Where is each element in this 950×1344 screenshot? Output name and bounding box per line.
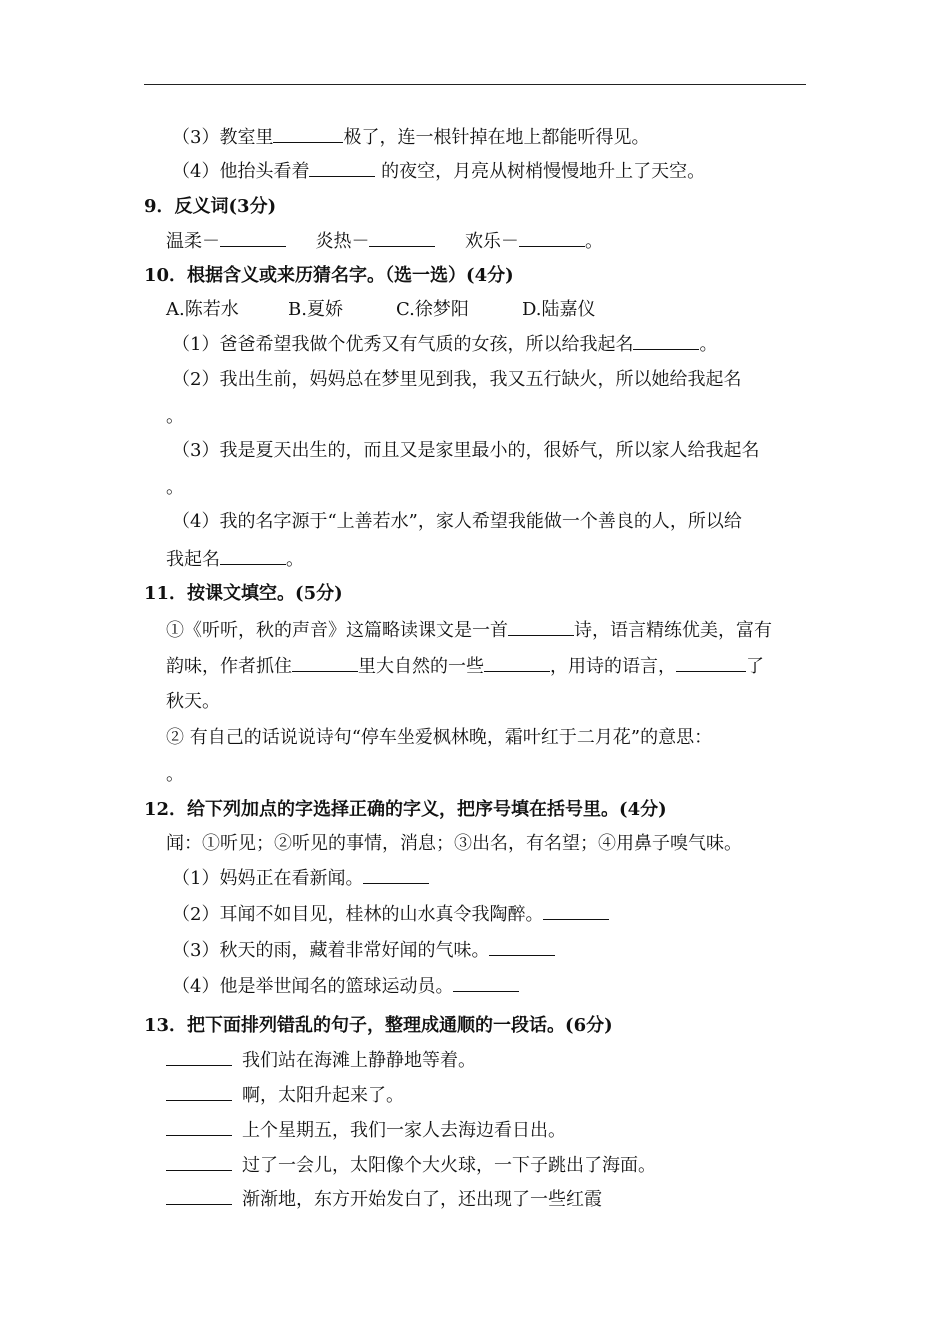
- q13-item-3: [166, 1119, 566, 1142]
- q8-item-4-blank[interactable]: [309, 160, 375, 177]
- q10-item-1: [172, 333, 717, 356]
- q13-item-5: [166, 1188, 602, 1211]
- q12-item-4-text: （4）他是举世闻名的篮球运动员。: [172, 976, 454, 997]
- q9-word-2: 炎热－: [315, 231, 370, 252]
- q13-item-5-text: 渐渐地，东方开始发白了，还出现了一些红霞: [242, 1189, 602, 1210]
- q13-title: 13．把下面排列错乱的句子，整理成通顺的一段话。(6分): [144, 1015, 613, 1036]
- q10-options: [166, 299, 596, 321]
- q12-item-1-blank[interactable]: [363, 867, 429, 884]
- q8-item-3: [172, 126, 649, 149]
- q10-item-1-end: 。: [699, 334, 718, 355]
- q13-item-3-text: 上个星期五，我们一家人去海边看日出。: [242, 1120, 566, 1141]
- q11-p2: ② 有自己的话说说诗句“停车坐爱枫林晚，霜叶红于二月花”的意思：: [166, 727, 713, 748]
- q13-item-2-text: 啊，太阳升起来了。: [242, 1085, 404, 1106]
- q11-p1-text-d: 里大自然的一些: [358, 656, 484, 677]
- q12-title: 12．给下列加点的字选择正确的字义，把序号填在括号里。(4分): [144, 799, 667, 820]
- q13-blank-4[interactable]: [166, 1154, 232, 1171]
- q13-item-4-text: 过了一会儿，太阳像个大火球，一下子跳出了海面。: [242, 1155, 656, 1176]
- q10-item-2: （2）我出生前，妈妈总在梦里见到我，我又五行缺火，所以她给我起名: [172, 369, 742, 390]
- q12-item-1: [172, 867, 429, 890]
- q11-blank-3[interactable]: [484, 655, 550, 672]
- q9-blank-2[interactable]: [369, 230, 435, 247]
- q12-item-2: [172, 903, 609, 926]
- q12-item-3: [172, 939, 555, 962]
- q11-title: 11．按课文填空。(5分): [144, 583, 343, 604]
- q11-p1-text-a: ①《听听，秋的声音》这篇略读课文是一首: [166, 620, 508, 641]
- q10-item-3-end: 。: [166, 477, 184, 498]
- q12-item-2-text: （2）耳闻不如目见，桂林的山水真令我陶醉。: [172, 904, 544, 925]
- q11-blank-2[interactable]: [292, 655, 358, 672]
- q12-definition: 闻：①听见；②听见的事情，消息；③出名，有名望；④用鼻子嗅气味。: [166, 833, 742, 854]
- q10-option-b: B.夏娇: [288, 299, 343, 320]
- q8-item-4-text-end: 的夜空，月亮从树梢慢慢地升上了天空。: [375, 161, 706, 182]
- q10-item-3: （3）我是夏天出生的，而且又是家里最小的，很娇气，所以家人给我起名: [172, 440, 760, 461]
- q13-blank-3[interactable]: [166, 1119, 232, 1136]
- q12-item-3-blank[interactable]: [489, 939, 555, 956]
- q10-item-4-cont: [166, 548, 304, 571]
- q10-item-1-text: （1）爸爸希望我做个优秀又有气质的女孩，所以给我起名: [172, 334, 634, 355]
- q9-words: [166, 230, 603, 253]
- q12-item-3-text: （3）秋天的雨，藏着非常好闻的气味。: [172, 940, 490, 961]
- q8-item-4-text: （4）他抬头看着: [172, 161, 310, 182]
- q11-p1-text-f: 了: [746, 656, 764, 677]
- q13-blank-1[interactable]: [166, 1049, 232, 1066]
- q11-p2-end: 。: [166, 764, 184, 785]
- header-rule: [144, 84, 806, 85]
- q10-item-4: （4）我的名字源于“上善若水”，家人希望我能做一个善良的人，所以给: [172, 511, 742, 532]
- q11-p1-text-c: 韵味，作者抓住: [166, 656, 292, 677]
- q9-word-1: 温柔－: [166, 231, 220, 252]
- q8-item-3-text: （3）教室里: [172, 127, 274, 148]
- q8-item-3-blank[interactable]: [273, 126, 343, 143]
- q11-p1-line1: [166, 619, 772, 642]
- q9-blank-3[interactable]: [519, 230, 585, 247]
- q9-blank-1[interactable]: [220, 230, 286, 247]
- q10-item-2-end: 。: [166, 406, 184, 427]
- q13-item-4: [166, 1154, 656, 1177]
- q10-item-4-end: 。: [286, 549, 304, 570]
- q10-title: 10．根据含义或来历猜名字。（选一选）(4分): [144, 265, 514, 286]
- q10-option-d: D.陆嘉仪: [522, 299, 596, 320]
- q13-item-2: [166, 1084, 404, 1107]
- q11-p1-text-b: 诗，语言精练优美，富有: [574, 620, 772, 641]
- q10-option-a: A.陈若水: [166, 299, 239, 320]
- q13-blank-2[interactable]: [166, 1084, 232, 1101]
- q10-option-c: C.徐梦阳: [396, 299, 469, 320]
- q12-item-4-blank[interactable]: [453, 975, 519, 992]
- q13-blank-5[interactable]: [166, 1188, 232, 1205]
- q11-p1-line2: [166, 655, 764, 678]
- q11-p1-line3: 秋天。: [166, 691, 220, 712]
- q9-end: 。: [584, 231, 603, 252]
- q13-item-1-text: 我们站在海滩上静静地等着。: [242, 1050, 476, 1071]
- q9-title: 9．反义词(3分): [144, 196, 277, 217]
- q8-item-4: [172, 160, 705, 183]
- q12-item-1-text: （1）妈妈正在看新闻。: [172, 868, 364, 889]
- q10-item-4-blank[interactable]: [220, 548, 286, 565]
- q11-blank-1[interactable]: [508, 619, 574, 636]
- q11-blank-4[interactable]: [676, 655, 746, 672]
- q10-item-1-blank[interactable]: [633, 333, 699, 350]
- q13-item-1: [166, 1049, 476, 1072]
- q11-p1-text-e: ，用诗的语言，: [550, 656, 676, 677]
- q9-word-3: 欢乐－: [464, 231, 519, 252]
- q10-item-4-text: 我起名: [166, 549, 220, 570]
- q8-item-3-text-end: 极了，连一根针掉在地上都能听得见。: [343, 127, 650, 148]
- q12-item-4: [172, 975, 519, 998]
- q12-item-2-blank[interactable]: [543, 903, 609, 920]
